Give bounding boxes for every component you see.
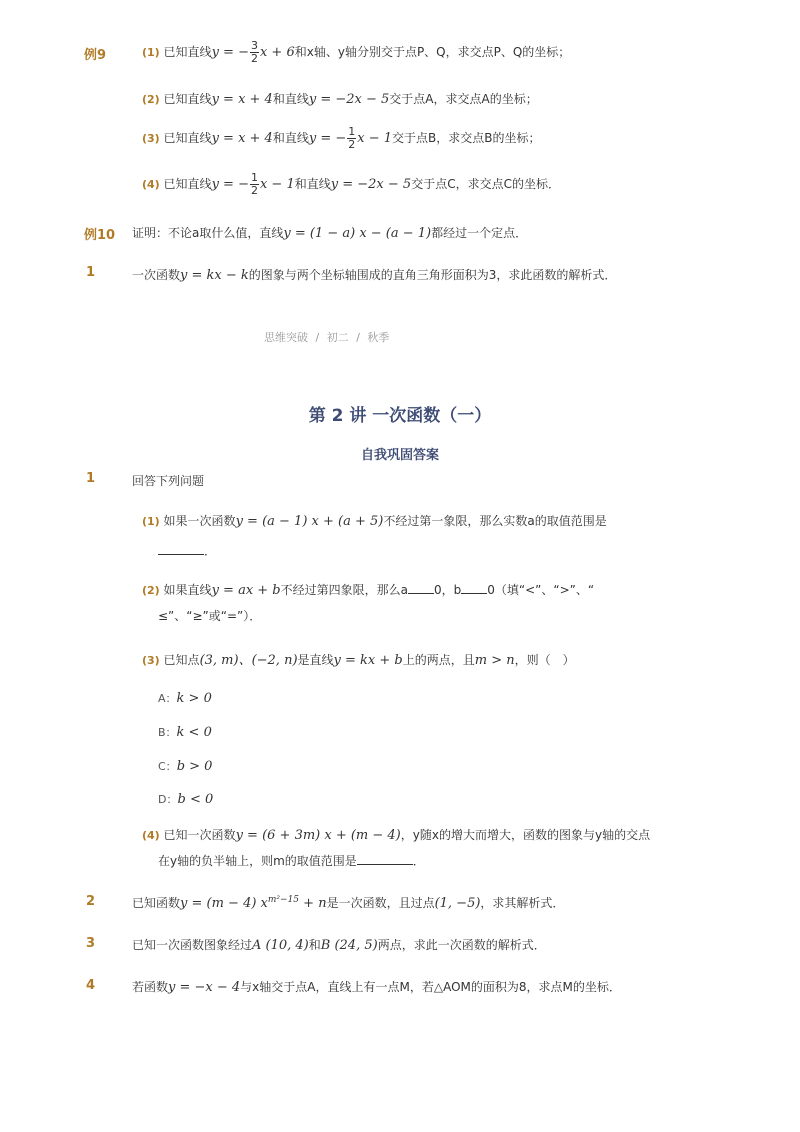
part-text: 已知直线 — [163, 45, 212, 59]
answer-1-part-4-line2 — [158, 852, 425, 869]
math: x + 6 — [259, 45, 295, 60]
part-text: ． — [412, 854, 425, 868]
answer-blank[interactable] — [357, 864, 413, 865]
math: x − 1 — [357, 131, 393, 146]
part-number: (3) — [142, 654, 160, 667]
statement-text: 已知一次函数图象经过 — [132, 938, 253, 952]
part-number: (1) — [142, 46, 160, 59]
ex9-part-2 — [142, 90, 538, 107]
answer-1-part-1 — [142, 512, 607, 529]
part-text: ，y随x的增大而增大，函数的图象与y轴的交点 — [400, 828, 651, 842]
part-text: ，则（ ） — [514, 653, 575, 667]
math: y = ax + b — [211, 583, 281, 598]
part-text: 如果直线 — [163, 583, 212, 597]
part-text: ． — [204, 544, 217, 558]
part-text: 0（填“<”、“>”、“ — [487, 583, 595, 597]
option-a[interactable] — [158, 690, 212, 706]
statement-text: 证明：不论a取什么值，直线 — [132, 226, 284, 240]
part-text: 已知点 — [163, 653, 200, 667]
page-footer: 思维突破 / 初二 / 秋季 — [264, 331, 390, 344]
answer-1-part-2 — [142, 581, 594, 598]
answer-1-part-2-line2: ≤”、“≥”或“=”）． — [158, 609, 262, 623]
math: y = (a − 1) x + (a + 5) — [235, 514, 384, 529]
part-text: 交于点B，求交点B的坐标； — [392, 131, 541, 145]
answer-blank[interactable] — [461, 593, 487, 594]
part-text: 和直线 — [272, 131, 309, 145]
math: B (24, 5) — [320, 938, 378, 953]
option-math: k < 0 — [176, 725, 212, 740]
ex9-part-1 — [142, 40, 570, 65]
answer-3-statement — [132, 936, 546, 953]
part-text: 不经过第四象限，那么a — [280, 583, 408, 597]
statement-text: 若函数 — [132, 980, 169, 994]
option-key: D： — [158, 793, 178, 806]
lecture-title: 第 2 讲 一次函数（一） — [308, 406, 492, 426]
part-text: 和直线 — [294, 177, 331, 191]
part-number: (2) — [142, 584, 160, 597]
statement-text: ，求其解析式． — [480, 896, 565, 910]
fraction: $\frac{1}{2}$ — [250, 171, 258, 197]
statement-text: 一次函数 — [132, 268, 181, 282]
math: y = −2x − 5 — [308, 92, 390, 107]
answer-2-label: 2 — [86, 894, 96, 909]
ex9-part-4 — [142, 172, 560, 197]
answer-1-part-4 — [142, 826, 650, 843]
part-number: (4) — [142, 829, 160, 842]
answer-4-statement — [132, 978, 621, 995]
answer-1-label: 1 — [86, 471, 96, 486]
math: y = (6 + 3m) x + (m − 4) — [235, 828, 401, 843]
math: y = kx + b — [333, 653, 403, 668]
question-1-label: 1 — [86, 265, 96, 280]
part-text: 是直线 — [297, 653, 334, 667]
answer-1-part-1-line2 — [158, 542, 216, 559]
part-text: 交于点A，求交点A的坐标； — [389, 92, 538, 106]
math: y = − — [211, 45, 249, 60]
part-text: 不经过第一象限，那么实数a的取值范围是 — [383, 514, 607, 528]
option-d[interactable] — [158, 791, 213, 807]
math: y = −2x − 5 — [330, 177, 412, 192]
part-text: 已知直线 — [163, 131, 212, 145]
exponent: m²−15 — [267, 895, 300, 905]
fraction: $\frac{1}{2}$ — [348, 125, 356, 151]
math: m > n — [474, 653, 515, 668]
math: y = − — [308, 131, 347, 146]
answer-blank[interactable] — [408, 593, 434, 594]
answer-4-label: 4 — [86, 978, 96, 993]
part-number: (4) — [142, 178, 160, 191]
math: A (10, 4) — [252, 938, 309, 953]
statement-text: 是一次函数，且过点 — [326, 896, 435, 910]
part-text: 0，b — [433, 583, 462, 597]
option-math: b > 0 — [176, 759, 213, 774]
statement-text: 的图象与两个坐标轴围成的直角三角形面积为3，求此函数的解析式． — [248, 268, 617, 282]
part-text: 已知一次函数 — [163, 828, 236, 842]
option-key: C： — [158, 760, 177, 773]
part-number: (2) — [142, 93, 160, 106]
answer-blank[interactable] — [158, 554, 204, 555]
statement-text: 与x轴交于点A，直线上有一点M，若△AOM的面积为8，求点M的坐标． — [240, 980, 621, 994]
fraction: $\frac{3}{2}$ — [250, 39, 258, 65]
option-key: B： — [158, 726, 177, 739]
part-text: 和直线 — [272, 92, 309, 106]
option-key: A： — [158, 692, 177, 705]
part-text: 已知直线 — [163, 92, 212, 106]
part-text: 交于点C，求交点C的坐标． — [411, 177, 560, 191]
math: + n — [299, 896, 327, 911]
option-b[interactable] — [158, 724, 212, 740]
math: y = − — [211, 177, 249, 192]
ex10-statement — [132, 224, 527, 241]
question-1-statement — [132, 266, 616, 283]
math: (3, m)、(−2, n) — [199, 653, 298, 668]
statement-text: 已知函数 — [132, 896, 181, 910]
statement-text: 和 — [308, 938, 321, 952]
section-subtitle: 自我巩固答案 — [360, 448, 439, 463]
math: y = (1 − a) x − (a − 1) — [283, 226, 432, 241]
answer-2-statement — [132, 894, 564, 911]
math: (1, −5) — [434, 896, 481, 911]
ex9-part-3 — [142, 126, 540, 151]
part-text: 在y轴的负半轴上，则m的取值范围是 — [158, 854, 357, 868]
option-math: b < 0 — [177, 792, 214, 807]
part-number: (3) — [142, 132, 160, 145]
option-c[interactable] — [158, 758, 212, 774]
math: y = kx − k — [180, 268, 249, 283]
part-text: 如果一次函数 — [163, 514, 236, 528]
math: y = x + 4 — [211, 131, 273, 146]
answer-3-label: 3 — [86, 936, 96, 951]
statement-text: 都经过一个定点． — [431, 226, 528, 240]
answer-1-text: 回答下列问题 — [132, 474, 205, 488]
part-text: 上的两点，且 — [402, 653, 475, 667]
answer-1-part-3 — [142, 649, 575, 668]
statement-text: 两点，求此一次函数的解析式． — [377, 938, 546, 952]
example-10-label: 例10 — [84, 228, 116, 243]
math: y = (m − 4) x — [180, 896, 268, 911]
part-text: 和x轴、y轴分别交于点P、Q，求交点P、Q的坐标； — [294, 45, 571, 59]
math: y = −x − 4 — [168, 980, 241, 995]
math: x − 1 — [259, 177, 295, 192]
example-9-label: 例9 — [84, 48, 107, 63]
math: y = x + 4 — [211, 92, 273, 107]
option-math: k > 0 — [176, 691, 212, 706]
part-number: (1) — [142, 515, 160, 528]
part-text: 已知直线 — [163, 177, 212, 191]
